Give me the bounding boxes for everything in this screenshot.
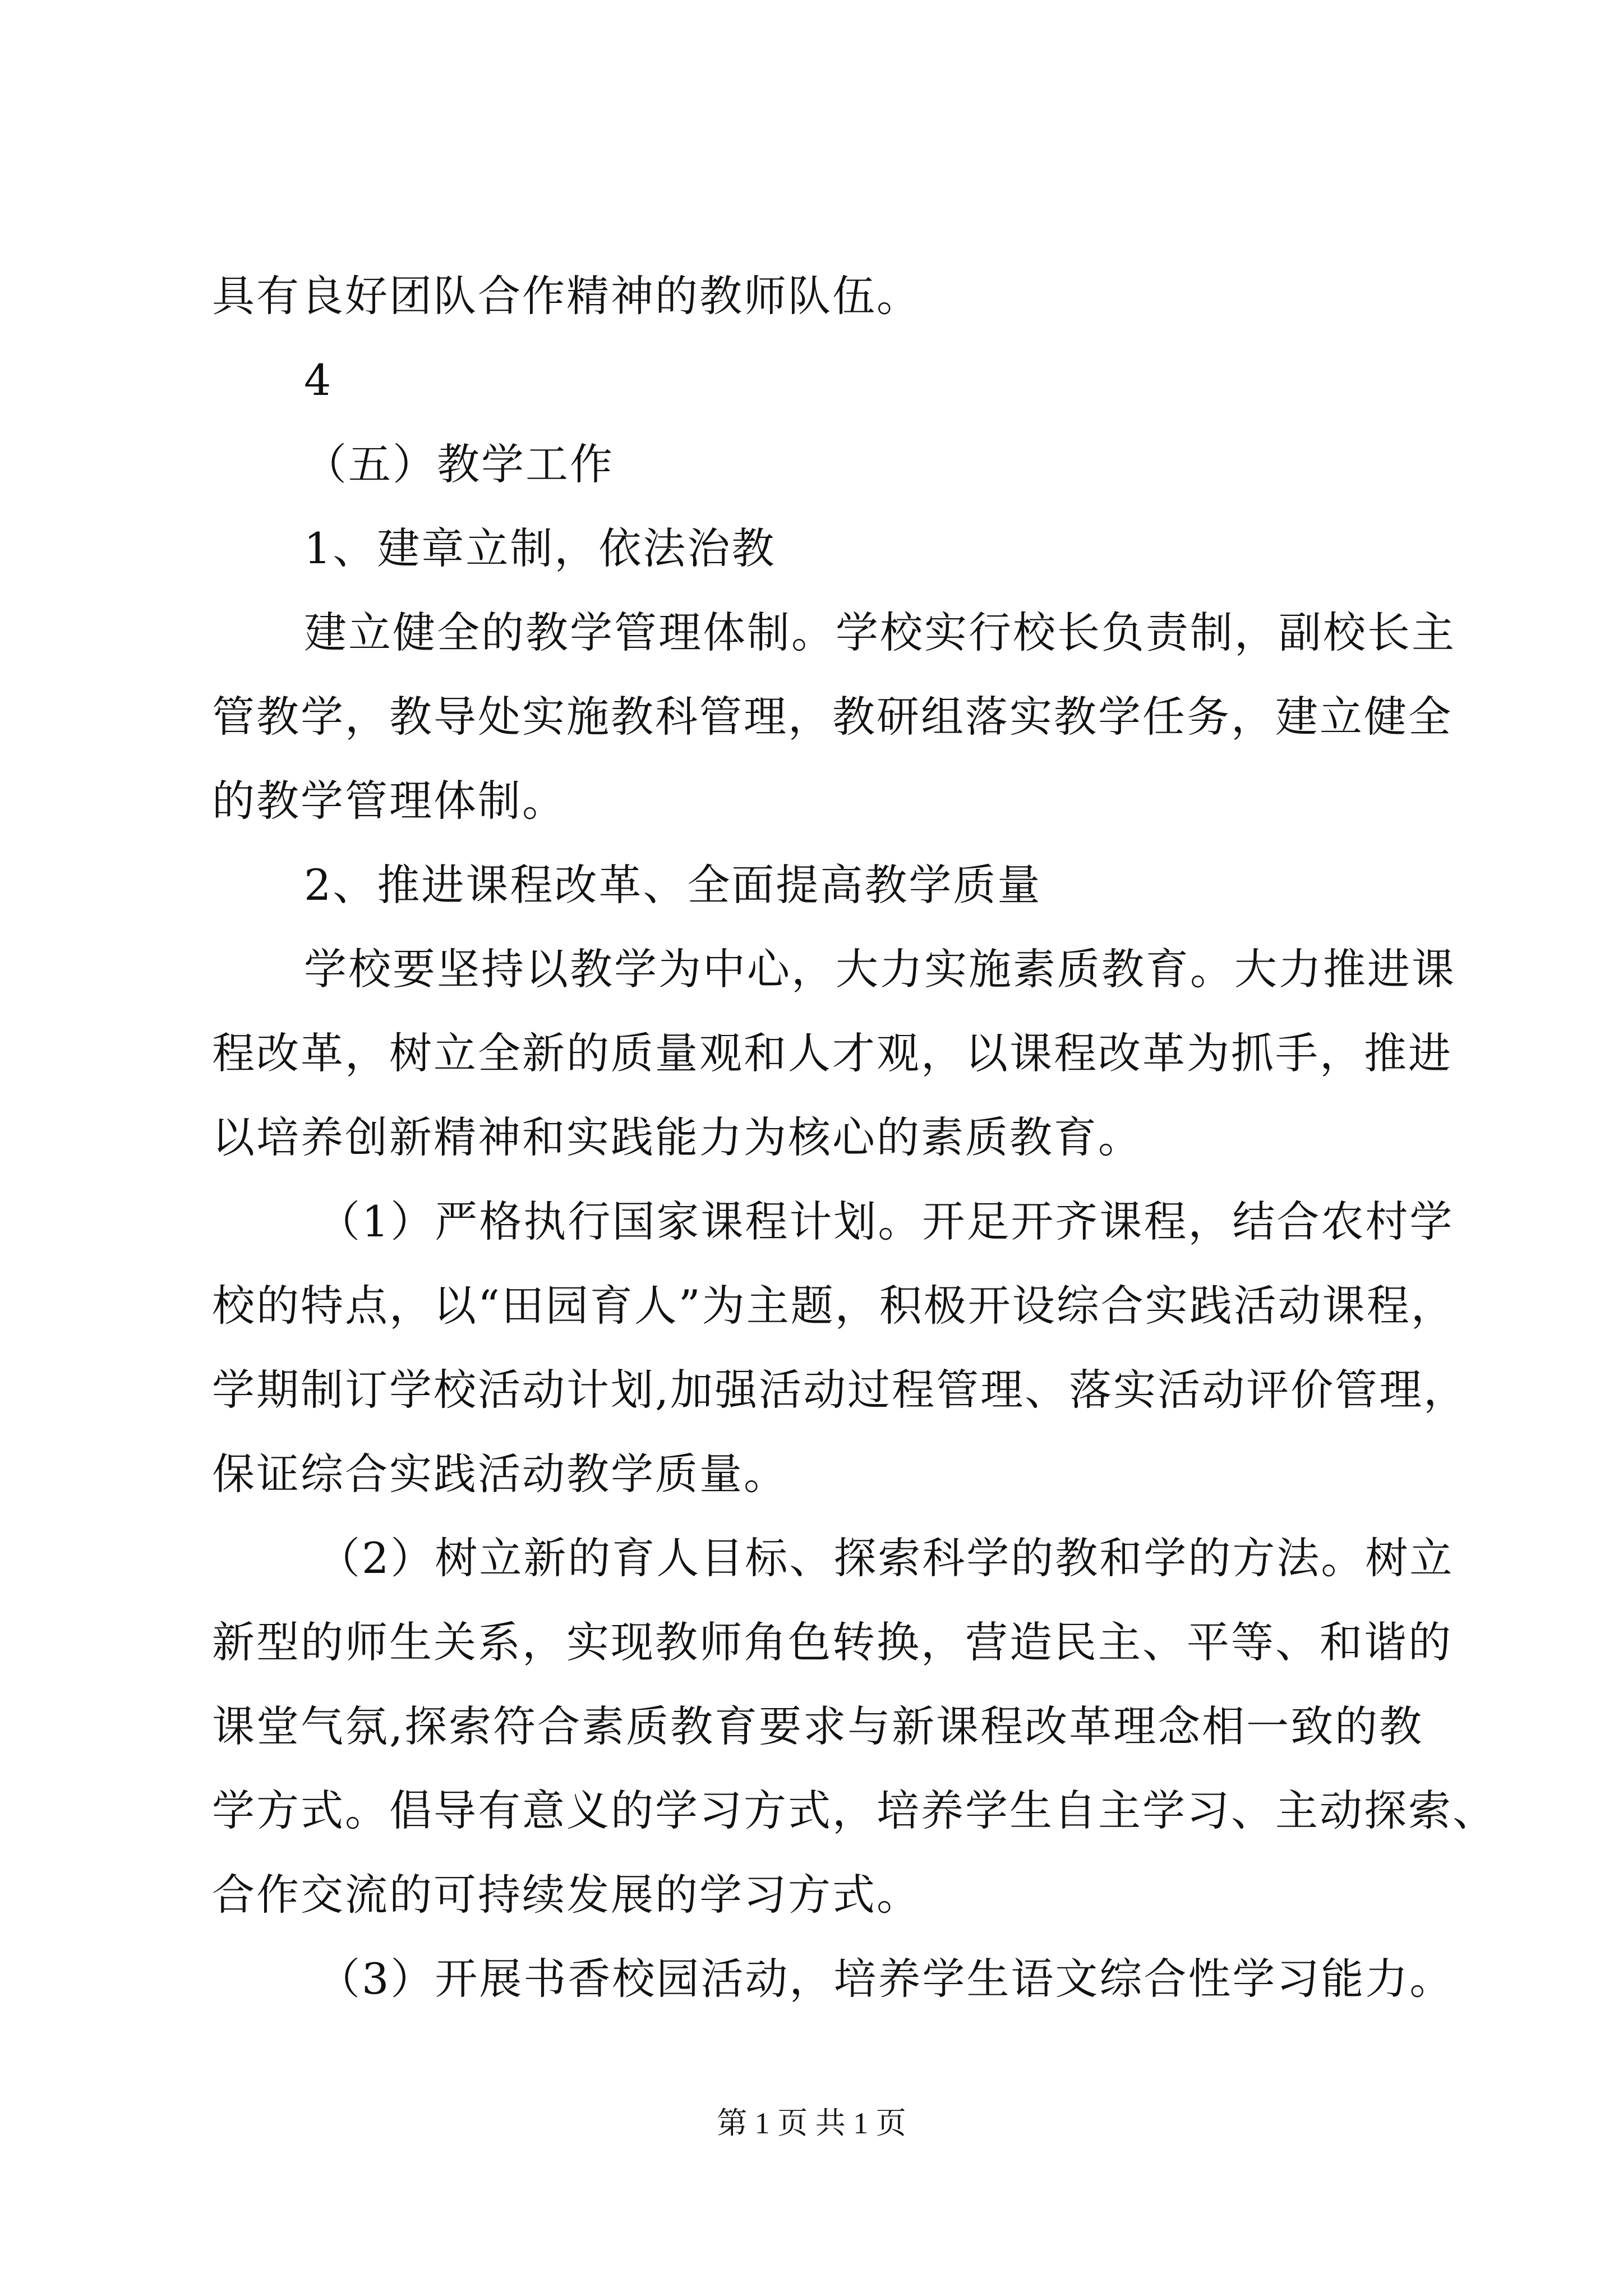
document-body (212, 269, 1497, 2036)
text-line: 学校要坚持以教学为中心，大力实施素质教育。大力推进课 (304, 944, 1456, 994)
subsection-heading: 2、推进课程改革、全面提高教学质量 (304, 860, 1042, 910)
page-footer: 第 1 页 共 1 页 (717, 2106, 906, 2140)
text-line: 新型的师生关系，实现教师角色转换，营造民主、平等、和谐的 (212, 1617, 1453, 1667)
text-line: 学期制订学校活动计划,加强活动过程管理、落实活动评价管理， (212, 1365, 1468, 1415)
text-line: 具有良好团队合作精神的教师队伍。 (212, 271, 921, 321)
text-line: 的教学管理体制。 (212, 776, 566, 826)
text-line: 管教学，教导处实施教科管理，教研组落实教学任务，建立健全 (212, 692, 1453, 742)
text-line: 以培养创新精神和实践能力为核心的素质教育。 (212, 1112, 1142, 1162)
subsection-heading: 1、建章立制，依法治教 (304, 523, 776, 573)
text-line: 保证综合实践活动教学质量。 (212, 1449, 788, 1499)
text-line: 程改革，树立全新的质量观和人才观，以课程改革为抓手，推进 (212, 1028, 1453, 1078)
text-line: 4 (304, 355, 333, 405)
text-line: （1）严格执行国家课程计划。开足开齐课程，结合农村学 (317, 1197, 1454, 1246)
text-line: 学方式。倡导有意义的学习方式，培养学生自主学习、主动探索、 (212, 1786, 1497, 1835)
text-line: 建立健全的教学管理体制。学校实行校长负责制，副校长主 (304, 608, 1456, 657)
text-line: 合作交流的可持续发展的学习方式。 (212, 1870, 921, 1920)
text-line: 课堂气氛,探索符合素质教育要求与新课程改革理念相一致的教 (212, 1701, 1424, 1751)
section-heading: （五）教学工作 (304, 439, 614, 489)
text-line: 校的特点，以“田园育人”为主题，积极开设综合实践活动课程， (212, 1281, 1455, 1331)
text-line: （2）树立新的育人目标、探索科学的教和学的方法。树立 (317, 1533, 1454, 1583)
text-line: （3）开展书香校园活动，培养学生语文综合性学习能力。 (317, 1954, 1454, 2004)
